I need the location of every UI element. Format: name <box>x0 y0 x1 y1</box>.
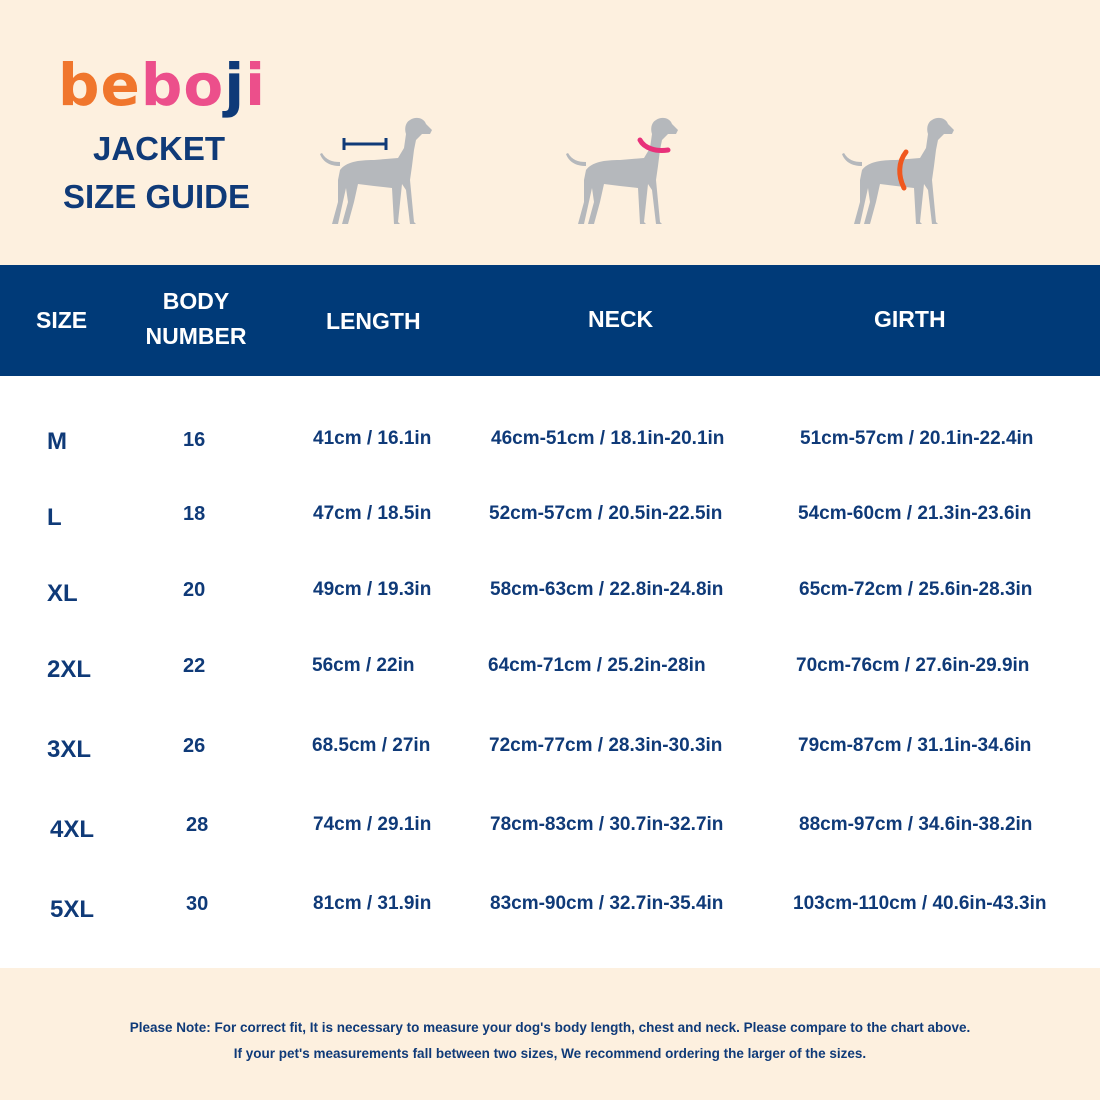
table-row <box>0 732 1100 772</box>
footer <box>0 968 1100 1100</box>
cell-girth: 65cm-72cm / 25.6in-28.3in <box>799 579 1033 600</box>
cell-body-number: 16 <box>183 429 206 451</box>
cell-neck: 52cm-57cm / 20.5in-22.5in <box>489 503 723 524</box>
size-table-body <box>0 376 1100 968</box>
cell-neck: 64cm-71cm / 25.2in-28in <box>488 655 706 676</box>
cell-size: 4XL <box>50 816 95 843</box>
cell-body-number: 26 <box>183 735 206 757</box>
cell-size: 3XL <box>47 736 92 763</box>
girth-dog-icon <box>840 110 960 235</box>
footer-note-line1: Please Note: For correct fit, It is necessary to measure your dog's body length, chest and neck. Please compare to the chart above. <box>129 1020 971 1035</box>
cell-size: 5XL <box>50 896 95 923</box>
cell-body-number: 28 <box>186 814 209 836</box>
cell-body-number: 30 <box>186 893 209 915</box>
cell-length: 68.5cm / 27in <box>312 735 431 756</box>
header-body-number <box>130 284 262 354</box>
cell-size: M <box>47 428 67 455</box>
cell-length: 41cm / 16.1in <box>313 428 432 449</box>
cell-neck: 78cm-83cm / 30.7in-32.7in <box>490 814 724 835</box>
table-row <box>0 500 1100 540</box>
table-row <box>0 652 1100 692</box>
cell-size: XL <box>47 580 78 607</box>
table-header <box>0 265 1100 376</box>
header <box>0 0 1100 265</box>
cell-body-number: 22 <box>183 655 206 677</box>
logo-letter: j <box>224 51 246 119</box>
cell-size: L <box>47 504 62 531</box>
page-title-line2: SIZE GUIDE <box>63 178 251 215</box>
table-row <box>0 424 1100 464</box>
header-body-number-line1: BODY <box>162 288 230 314</box>
cell-length: 74cm / 29.1in <box>313 814 432 835</box>
cell-size: 2XL <box>47 656 92 683</box>
cell-length: 81cm / 31.9in <box>313 893 432 914</box>
logo-letter: e <box>100 51 141 119</box>
cell-girth: 70cm-76cm / 27.6in-29.9in <box>796 655 1030 676</box>
cell-girth: 54cm-60cm / 21.3in-23.6in <box>798 503 1032 524</box>
header-size: SIZE <box>36 307 88 333</box>
cell-neck: 58cm-63cm / 22.8in-24.8in <box>490 579 724 600</box>
cell-neck: 72cm-77cm / 28.3in-30.3in <box>489 735 723 756</box>
cell-length: 49cm / 19.3in <box>313 579 432 600</box>
cell-girth: 51cm-57cm / 20.1in-22.4in <box>800 428 1034 449</box>
cell-girth: 88cm-97cm / 34.6in-38.2in <box>799 814 1033 835</box>
table-row <box>0 812 1100 852</box>
table-row <box>0 892 1100 932</box>
logo-letter: b <box>140 51 184 119</box>
neck-dog-icon <box>564 110 684 235</box>
table-row <box>0 576 1100 616</box>
logo-letter: i <box>245 51 267 119</box>
cell-neck: 83cm-90cm / 32.7in-35.4in <box>490 893 724 914</box>
cell-body-number: 20 <box>183 579 206 601</box>
cell-length: 56cm / 22in <box>312 655 415 676</box>
length-dog-icon <box>318 110 438 235</box>
header-neck: NECK <box>588 306 654 332</box>
cell-girth: 103cm-110cm / 40.6in-43.3in <box>793 893 1047 914</box>
cell-girth: 79cm-87cm / 31.1in-34.6in <box>798 735 1032 756</box>
cell-length: 47cm / 18.5in <box>313 503 432 524</box>
header-body-number-line2: NUMBER <box>145 323 247 349</box>
cell-neck: 46cm-51cm / 18.1in-20.1in <box>491 428 725 449</box>
brand-logo <box>58 51 267 119</box>
page-title-line1: JACKET <box>93 130 226 167</box>
header-girth: GIRTH <box>874 306 946 332</box>
footer-note-line2: If your pet's measurements fall between two sizes, We recommend ordering the larger of the sizes. <box>233 1046 867 1061</box>
logo-letter: o <box>183 51 225 119</box>
cell-body-number: 18 <box>183 503 206 525</box>
logo-letter: b <box>58 51 101 119</box>
header-length: LENGTH <box>326 308 421 334</box>
